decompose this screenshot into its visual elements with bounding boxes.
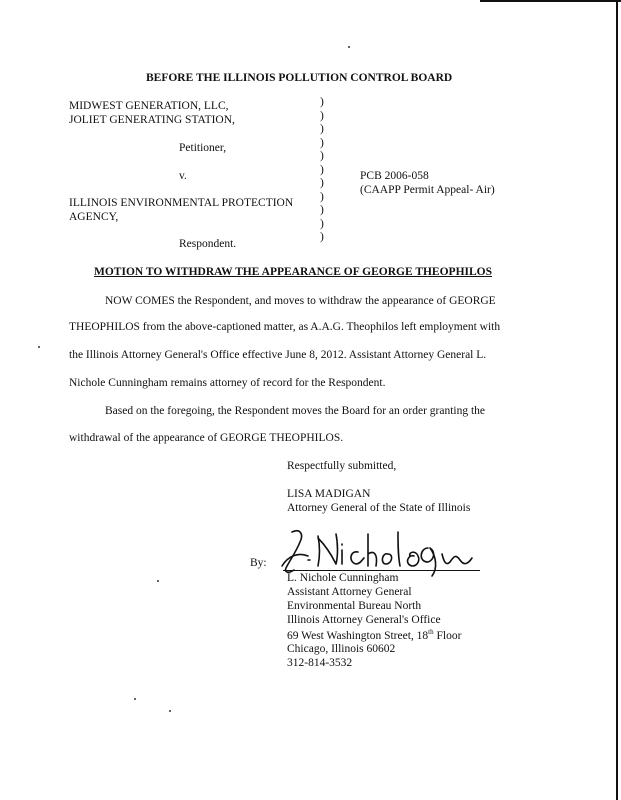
paren: ): [320, 109, 324, 122]
scan-border-right: [616, 0, 618, 800]
paren: ): [320, 231, 324, 243]
bureau: Environmental Bureau North: [287, 600, 422, 612]
caption-parenthesis-column: [320, 97, 330, 246]
closing: Respectfully submitted,: [287, 460, 397, 472]
para2-line2: withdrawal of the appearance of GEORGE THEOPHILOS.: [69, 432, 344, 444]
respondent-name-line1: ILLINOIS ENVIRONMENTAL PROTECTION: [69, 197, 294, 209]
paren: ): [320, 163, 324, 176]
petitioner-name-line1: MIDWEST GENERATION, LLC,: [69, 100, 229, 112]
street-ordinal: th: [428, 628, 434, 636]
case-type: (CAAPP Permit Appeal- Air): [360, 184, 495, 196]
signer-title: Assistant Attorney General: [287, 586, 412, 598]
signature-line: [283, 570, 480, 571]
respondent-role: Respondent.: [179, 238, 237, 250]
board-heading: BEFORE THE ILLINOIS POLLUTION CONTROL BOARD: [146, 72, 453, 84]
paren: ): [320, 96, 324, 108]
paren: ): [320, 123, 324, 135]
para1-line1: NOW COMES the Respondent, and moves to withdraw the appearance of GEORGE: [105, 295, 496, 307]
para2-line1: Based on the foregoing, the Respondent moves the Board for an order granting the: [105, 405, 486, 417]
scan-speck: [38, 346, 40, 348]
paren: ): [320, 150, 324, 162]
versus: v.: [179, 170, 187, 182]
scan-speck: [134, 698, 136, 700]
paren: ): [320, 136, 324, 149]
scan-speck: [348, 46, 350, 48]
street: 69 West Washington Street, 18: [287, 629, 429, 642]
city: Chicago, Illinois 60602: [287, 643, 396, 655]
floor: Floor: [433, 629, 462, 642]
para1-line2: THEOPHILOS from the above-captioned matter, as A.A.G. Theophilos left employment with: [69, 321, 501, 333]
paren: ): [320, 177, 324, 189]
by-label: By:: [250, 557, 267, 569]
phone: 312-814-3532: [287, 657, 353, 669]
paren: ): [320, 217, 324, 230]
ag-title: Attorney General of the State of Illinois: [287, 502, 471, 514]
petitioner-name-line2: JOLIET GENERATING STATION,: [69, 114, 235, 126]
para1-line4: Nichole Cunningham remains attorney of record for the Respondent.: [69, 377, 386, 389]
paren: ): [320, 190, 324, 203]
respondent-name-line2: AGENCY,: [69, 211, 119, 223]
signer-name: L. Nichole Cunningham: [287, 572, 399, 584]
scan-speck: [169, 710, 171, 712]
scan-speck: [157, 580, 159, 582]
ag-name: LISA MADIGAN: [287, 488, 371, 500]
office: Illinois Attorney General's Office: [287, 614, 441, 626]
case-number: PCB 2006-058: [360, 170, 429, 182]
paren: ): [320, 204, 324, 216]
para1-line3: the Illinois Attorney General's Office effective June 8, 2012. Assistant Attorney General L.: [69, 349, 487, 361]
motion-title: MOTION TO WITHDRAW THE APPEARANCE OF GEORGE THEOPHILOS: [94, 266, 493, 278]
petitioner-role: Petitioner,: [179, 142, 227, 154]
scan-border-top: [480, 0, 621, 2]
street-address: [287, 629, 461, 642]
